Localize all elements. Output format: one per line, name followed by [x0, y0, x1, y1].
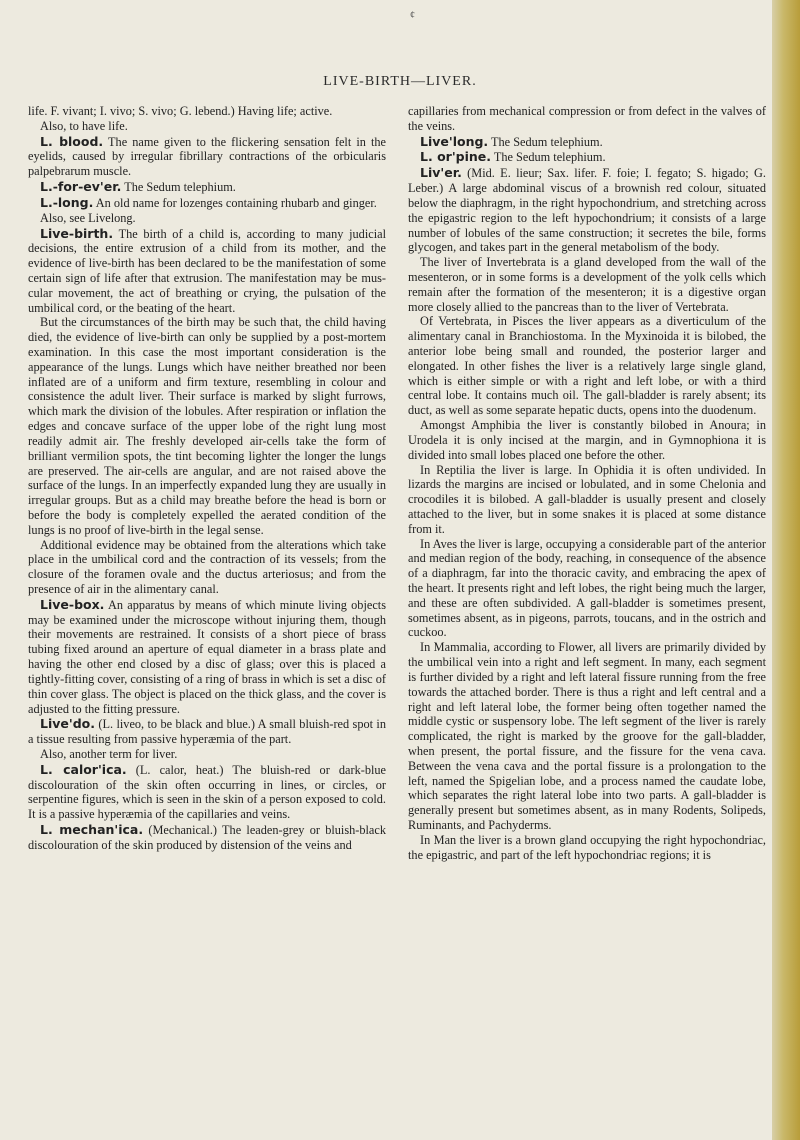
left-column	[28, 104, 386, 853]
entry-headword: L.-for-ev'er.	[40, 179, 122, 195]
entry-text: The liver of Invertebrata is a gland developed from the wall of the mesenteron, or in some forms is a development of the yolk cells which remain after the formation of the mesenteron; it is a digestive organ more closely allied to the pancreas than to the liver of Vertebrata.	[408, 255, 766, 314]
entry-text: But the circumstances of the birth may be such that, the child having died, the evidence of live-birth can only be supplied by a post-mortem examination. In this case the most important consideration is the appearance of the lungs. Lungs which have neither breathed nor been inflated are of a uniform and firm texture, resembling in colour and consistence the adult liver. Their surface is marked by slight furrows, which mark the division of the lobules. After respiration or inflation the edges and concave surface of the upper lobe of the right lung most readily admit air. The freshly developed air-cells take the form of brilliant vermilion spots, the tint becoming lighter the longer the lungs are preserved. The air-cells are angular, and are not raised above the surface of the lungs. In an imperfectly expanded lung they are usually in irregular groups. But as a child may breathe before the head is born or before the body is completely expelled the aerated condition of the lungs is no proof of live-birth in the legal sense.	[28, 315, 386, 537]
entry-text: The Sedum telephium.	[488, 134, 603, 149]
entry-text: (Mechanical.) The leaden-grey or bluish-black discolouration of the skin produced by distension of the veins and	[28, 823, 386, 852]
entry-text: In Reptilia the liver is large. In Ophidia it is often undivided. In lizards the margins are incised or lobulated, and in some Chelonia and crocodiles it is bilobed. A gall-bladder is usually present and closely attached to the liver, but in some snakes it is placed at some distance from it.	[408, 462, 766, 536]
entry-headword: Live'do.	[40, 716, 95, 732]
entry-headword: Live-birth.	[40, 225, 114, 241]
entry-headword: L. mechan'ica.	[40, 822, 144, 837]
running-header: LIVE-BIRTH—LIVER.	[323, 74, 477, 89]
entry-paragraph	[408, 640, 766, 833]
entry-text: (Mid. E. lieur; Sax. lifer. F. foie; I. fegato; S. higado; G. Leber.) A large abdominal viscus of a brownish red colour, situated below the diaphragm, in the right hypochondrium, and stretching across the epigastric region to the left hypochondrium; it consists of a large number of lobules of the same construction; it secretes the bile, forms glycogen, and takes part in the general metabolism of the body.	[408, 166, 766, 255]
entry-text: In Aves the liver is large, occupying a considerable part of the anterior and median region of the body, reaching, in consequence of the absence of a diaphragm, far into the thoracic cavity, and embracing the apex of the heart. It presents right and left lobes, the right being much the larger, and these are often subdivided. A gall-bladder is sometimes present, sometimes absent, as in pigeons, parrots, toucans, and in the ostrich and cuckoo.	[408, 536, 766, 640]
entry-text: Of Vertebrata, in Pisces the liver appears as a diverticulum of the alimentary canal in Branchiostoma. In the Myxinoida it is bilobed, the anterior lobe being small and rounded, the posterior larger and elongated. In other fishes the liver is a relatively large single gland, which is either simple or with a right and left lobe, or with a third central lobe. It contains much oil. The gall-bladder is rarely absent; its duct, as well as some separate hepatic ducts, opens into the duodenum.	[408, 314, 766, 418]
entry-paragraph	[408, 463, 766, 537]
dictionary-entry	[28, 716, 386, 747]
entry-text: The Sedum telephium.	[121, 180, 236, 195]
dictionary-entry	[408, 134, 766, 150]
entry-text: capillaries from mechanical compression or from defect in the valves of the veins.	[408, 104, 766, 133]
entry-paragraph	[408, 255, 766, 314]
entry-paragraph	[28, 538, 386, 597]
entry-paragraph	[408, 537, 766, 641]
entry-text: Also, another term for liver.	[40, 746, 178, 761]
entry-text: (L. calor, heat.) The bluish-red or dark-blue discolouration of the skin often occurring in lines, or circles, or serpentine figures, which is seen in the skin of a person exposed to cold. It is a passive hyperæmia of the capillaries and veins.	[28, 762, 387, 822]
entry-text: Amongst Amphibia the liver is constantly bilobed in Anoura; in Urodela it is only incised at the margin, and in Gymnophiona it is divided into small lobes placed one before the other.	[408, 418, 766, 462]
dictionary-entry	[408, 165, 766, 255]
entry-text: Also, to have life.	[40, 118, 128, 133]
entry-headword: L. blood.	[40, 133, 104, 149]
entry-headword: Live'long.	[420, 133, 489, 149]
dictionary-entry	[28, 762, 386, 822]
entry-text: life. F. vivant; I. vivo; S. vivo; G. lebend.) Having life; active.	[28, 104, 333, 118]
entry-paragraph	[408, 833, 766, 863]
entry-paragraph	[28, 315, 386, 537]
entry-headword: L.-long.	[40, 194, 94, 210]
entry-text: (L. liveo, to be black and blue.) A small bluish-red spot in a tissue resulting from passive hyperæmia of the part.	[28, 717, 386, 747]
dictionary-entry	[28, 195, 386, 211]
dictionary-entry	[408, 149, 766, 165]
dictionary-entry	[28, 179, 386, 195]
entry-headword: L. or'pine.	[420, 149, 492, 165]
entry-text: Also, see Livelong.	[40, 210, 136, 225]
entry-text: The birth of a child is, according to many judicial decisions, the entire extrusion of a child from its mother, and the evidence of live-birth has been declared to be the manifestation of some certain sign of life after that extrusion. The manifestation may be muscular movement, the act of breathing or crying, the pulsation of the umbilical cord, or the beating of the heart.	[28, 226, 386, 315]
book-spine-edge	[772, 0, 800, 1140]
entry-paragraph	[408, 104, 766, 134]
entry-paragraph	[28, 211, 386, 226]
entry-paragraph	[408, 314, 766, 418]
entry-paragraph	[28, 747, 386, 762]
entry-text: In Man the liver is a brown gland occupying the right hypochondriac, the epigastric, and part of the left hypochondriac regions; it is	[408, 832, 766, 862]
dictionary-entry	[28, 134, 386, 179]
entry-headword: Live-box.	[40, 596, 105, 612]
entry-text: Additional evidence may be obtained from the alterations which take place in the umbilical cord and the contraction of its vessels; from the closure of the foramen ovale and the ductus arteriosus; and from the presence of air in the alimentary canal.	[28, 537, 386, 596]
entry-paragraph	[28, 119, 386, 134]
dictionary-entry	[28, 226, 386, 316]
entry-text: An old name for lozenges containing rhubarb and ginger.	[93, 195, 377, 210]
entry-text: In Mammalia, according to Flower, all livers are primarily divided by the umbilical vein into a right and left segment. In many, each segment is further divided by a right and left lateral fissure running from the free towards the attached border. There is thus a right and left central and a right and left lateral lobe, the former being often together named the middle cystic or suspensory lobe. The left segment of the liver is rarely complicated, the right is marked by the groove for the gall-bladder, when present, the portal fissure, and the fissure for the vena cava. Between the vena cava and the portal fissure is a prolongation to the left, named the Spigelian lobe, and a process named the caudate lobe, which separates the right lateral lobe into two parts. A gall-bladder is generally present but sometimes absent, as in many Rodents, Solipeds, Ruminants, and Pachyderms.	[408, 640, 766, 832]
dictionary-entry	[28, 597, 386, 717]
entry-text: An apparatus by means of which minute living objects may be examined under the microscope without injuring them, though their movements are restrained. It consists of a short piece of brass tubing fixed around an aperture of equal diameter in a brass plate and having the other end closed by a disc of glass; over this is placed a tightly-fitting cover, consisting of a ring of brass in which is set a disc of thin cover glass. The object is placed on the thick glass, and the cover is adjusted to the fitting pressure.	[28, 597, 386, 716]
entry-paragraph	[408, 418, 766, 462]
right-column	[408, 104, 766, 862]
dictionary-entry	[28, 822, 386, 853]
entry-paragraph	[28, 104, 386, 119]
entry-text: The name given to the flickering sensation felt in the eyelids, caused by irregular fibrillary contractions of the orbicularis palpebrarum muscle.	[28, 134, 387, 179]
entry-headword: Liv'er.	[420, 165, 462, 181]
entry-headword: L. calor'ica.	[40, 761, 127, 777]
corner-mark: ¢	[410, 10, 415, 21]
entry-text: The Sedum telephium.	[491, 150, 606, 165]
